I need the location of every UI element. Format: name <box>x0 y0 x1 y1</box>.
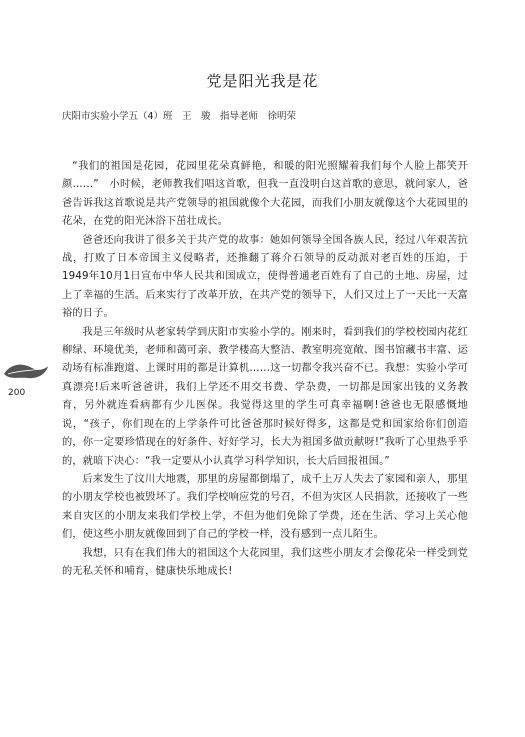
leaf-ornament-icon <box>2 360 50 382</box>
paragraph-5: 我想，只有在我们伟大的祖国这个大花园里，我们这些小朋友才会像花朵一样受到党的无私关怀和哺育，健康快乐地成长! <box>62 547 468 577</box>
page-number: 200 <box>8 388 26 398</box>
paragraph-4: 后来发生了汶川大地震，那里的房屋都倒塌了，成千上万人失去了家园和亲人，那里的小朋友学校也被毁坏了。我们学校响应党的号召，不但为灾区人民捐款，还接收了一些来自灾区的小朋友来我们学校上学，不但为他们免除了学费，还在生活、学习上关心他们，使这些小朋友就像回到了自己的学校一样，没有感到一点儿陌生。 <box>62 473 468 541</box>
paragraph-1: “我们的祖国是花园，花园里花朵真鲜艳，和暖的阳光照耀着我们每个人脸上都笑开颜……” 小时候，老师教我们唱这首歌，但我一直没明白这首歌的意思，就问家人，爸爸告诉我这首歌说是共产党领导的祖国就像个大花园，而我们小朋友就像这个大花园里的花朵，在党的阳光沐浴下茁壮成长。 <box>62 161 468 228</box>
paragraph-2: 爸爸还向我讲了很多关于共产党的故事：她如何领导全国各族人民，经过八年艰苦抗战，打败了日本帝国主义侵略者，还推翻了蒋介石领导的反动派对老百姓的压迫，于1949年10月1日宣布中华人民共和国成立，使得普通老百姓有了自己的土地、房屋，过上了幸福的生活。后来实行了改革开放，在共产党的领导下，人们又过上了一天比一天富裕的日子。 <box>62 234 468 320</box>
paragraph-3: 我是三年级时从老家转学到庆阳市实验小学的。刚来时，看到我们的学校校园内花红柳绿、环境优美，老师和蔼可亲、教学楼高大整洁、教室明亮宽敞、图书馆藏书丰富、运动场有标准跑道、上课时用的都是计算机……这一切都令我兴奋不已。我想：实验小学可真漂亮!后来听爸爸讲，我们上学还不用交书费、学杂费，一切都是国家出钱的义务教育，另外就连看病都有少儿医保。我觉得这里的学生可真幸福啊!爸爸也无限感慨地说，“孩子，你们现在的上学条件可比爸爸那时候好得多，这都是党和国家给你们创造的，你一定要珍惜现在的好条件、好好学习，长大为祖国多做贡献呀!”我听了心里热乎乎的，就暗下决心：“我一定要从小认真学习科学知识，长大后回报祖国。” <box>62 326 468 467</box>
article-body <box>62 158 468 581</box>
article-byline: 庆阳市实验小学五（4）班 王 骏 指导老师 徐明荣 <box>62 111 297 122</box>
article-title: 党是阳光我是花 <box>206 72 319 90</box>
